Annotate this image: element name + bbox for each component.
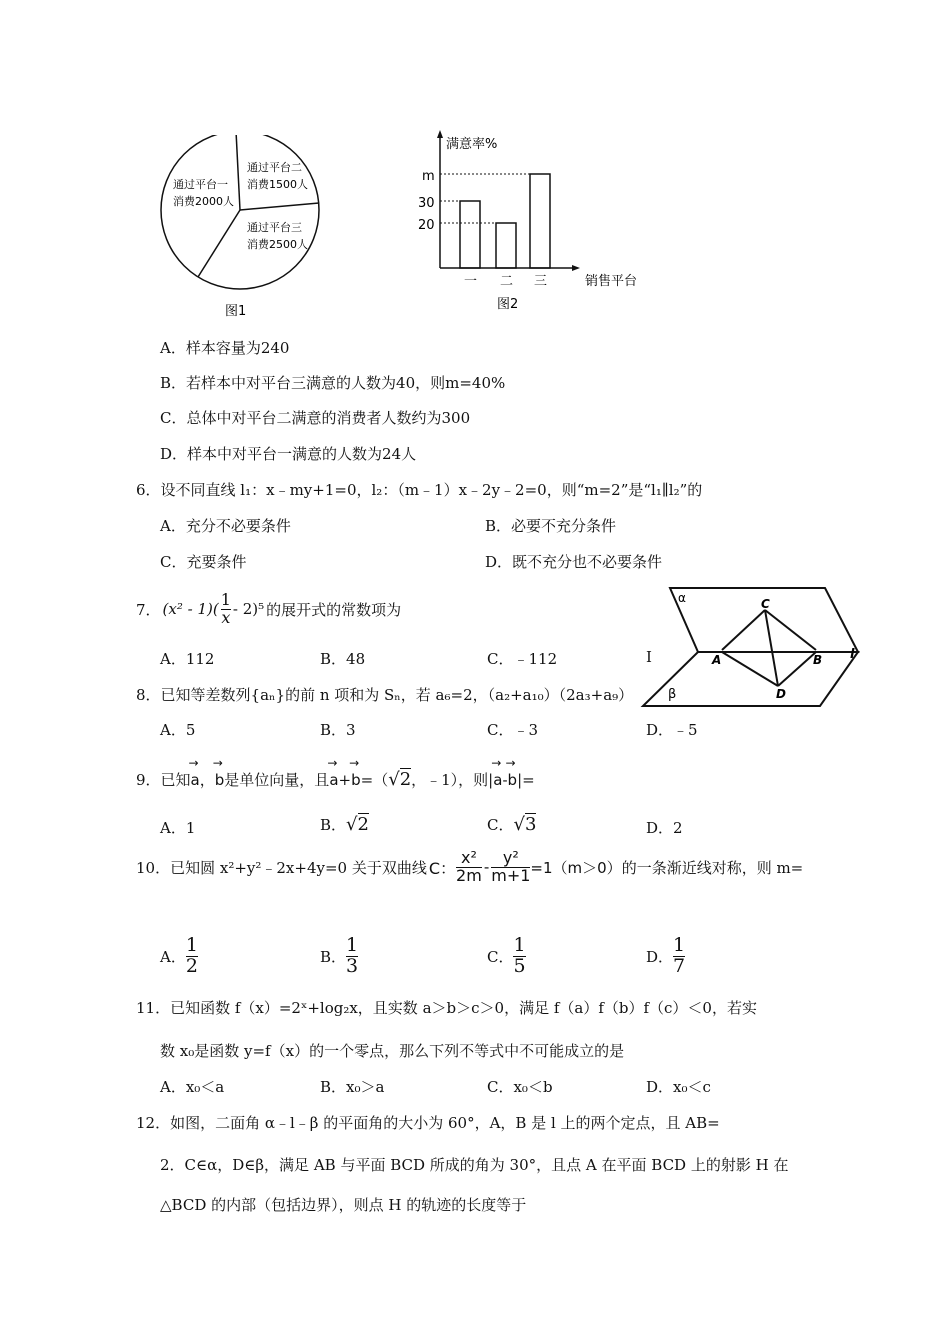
q11-option-d: D．x₀＜c [646, 1078, 711, 1096]
q10-frac-1: $\frac{\text{x²}}{2m}$ [456, 848, 482, 885]
q5-option-a: A．样本容量为240 [160, 339, 290, 357]
slice-1-label-1: 通过平台一 [173, 178, 228, 191]
label-d: D [776, 687, 786, 701]
x-tick-3: 三 [534, 274, 548, 289]
q9-option-d: D．2 [646, 819, 683, 837]
q11-option-a: A．x₀＜a [160, 1078, 225, 1096]
q7-option-b: B．48 [320, 650, 366, 668]
q6-stem: 6．设不同直线 l₁：x﹣my+1=0，l₂：（m﹣1）x﹣2y﹣2=0，则“m=2”是“l₁∥l₂”的 [136, 481, 703, 499]
slice-3-label-2: 消费2500人 [247, 238, 308, 251]
figure-2-caption: 图2 [497, 297, 519, 312]
label-a: A [712, 653, 722, 667]
q10-cond: =1（m＞0） [530, 858, 622, 877]
q9-stem: 9．已知 → a ， → b 是单位向量，且 → a + → b =（ √ 2 ，﹣1），则| → a - → b |= [136, 768, 535, 790]
vector-a-3: → a [493, 771, 502, 789]
q11-option-c: C．x₀＜b [487, 1078, 553, 1096]
q9-option-a: A．1 [160, 819, 196, 837]
q10-text: 10．已知圆 x²+y²﹣2x+4y=0 关于双曲线 [136, 858, 427, 877]
q7-option-a: A．112 [160, 650, 215, 668]
q9-number: 9．已知 [136, 771, 191, 789]
q7-option-d: I [646, 648, 652, 666]
figure-3-dihedral [640, 582, 870, 712]
q8-option-c: C．﹣3 [487, 721, 539, 739]
q10-option-a: A． $\frac{1}{2}$ [160, 934, 198, 977]
q8-option-a: A．5 [160, 721, 196, 739]
q10-option-d: D． $\frac{1}{7}$ [646, 934, 686, 977]
vector-b-3: → b [508, 771, 518, 789]
q9-mid: 是单位向量，且 [224, 771, 330, 789]
q5-option-c: C．总体中对平台二满意的消费者人数约为300 [160, 409, 471, 427]
slice-3-label-1: 通过平台三 [247, 221, 302, 234]
q9-option-c: C．√3 [487, 814, 537, 835]
label-b: B [813, 653, 823, 667]
q6-option-b: B．必要不充分条件 [485, 517, 617, 535]
q7-number: 7． [136, 600, 161, 619]
vector-b: → b [215, 771, 225, 789]
q7-frac-den: x [221, 607, 231, 627]
q9-option-b-value: 2 [357, 814, 369, 835]
q6-option-a: A．充分不必要条件 [160, 517, 291, 535]
label-l: l [850, 647, 855, 662]
q8-stem: 8．已知等差数列{aₙ}的前 n 项和为 Sₙ，若 a₆=2，（a₂+a₁₀）（2a₃+a₉） [136, 686, 634, 704]
q7-frac-num: 1 [220, 590, 231, 609]
vector-b-2: → b [351, 771, 361, 789]
y-axis-label: 满意率% [446, 137, 498, 152]
pie-divider-2 [240, 203, 319, 210]
q12-line-2: 2．C∈α，D∈β，满足 AB 与平面 BCD 所成的角为 30°，且点 A 在平面 BCD 上的射影 H 在 [160, 1156, 789, 1174]
y-tick-30: 30 [418, 196, 435, 211]
pie-divider-1 [236, 135, 240, 210]
label-c: C [761, 597, 770, 611]
y-tick-20: 20 [418, 218, 435, 233]
y-tick-m: m [422, 169, 435, 184]
q11-line-1: 11．已知函数 f（x）=2ˣ+log₂x，且实数 a＞b＞c＞0，满足 f（a）f（b）f（c）＜0，若实 [136, 999, 757, 1017]
q5-option-d: D．样本中对平台一满意的人数为24人 [160, 445, 417, 463]
pie-divider-3 [198, 210, 240, 277]
slice-2-label-2: 消费1500人 [247, 178, 308, 191]
x-axis-label: 销售平台 [585, 274, 638, 289]
label-alpha: α [678, 591, 686, 605]
x-axis-arrow [572, 265, 580, 271]
x-tick-1: 一 [464, 274, 478, 289]
figure-1-pie [160, 135, 330, 325]
q12-line-1: 12．如图，二面角 α﹣l﹣β 的平面角的大小为 60°，A，B 是 l 上的两个定点，且 AB= [136, 1114, 720, 1132]
q9-eq: =（ [360, 771, 389, 789]
q6-option-d: D．既不充分也不必要条件 [485, 553, 663, 571]
q10-option-c: C． $\frac{1}{5}$ [487, 934, 526, 977]
vector-a: → a [191, 771, 200, 789]
q9-sqrt2: 2 [399, 769, 412, 790]
label-beta: β [668, 687, 677, 702]
q9-option-b: B．√2 [320, 814, 369, 835]
q8-option-d: D．﹣5 [646, 721, 698, 739]
q7-expr-right: - 2)⁵ [232, 600, 265, 619]
q8-option-b: B．3 [320, 721, 356, 739]
bar-platform-3 [530, 174, 550, 268]
vector-a-2: → a [329, 771, 338, 789]
q11-line-2: 数 x₀是函数 y=f（x）的一个零点，那么下列不等式中不可能成立的是 [160, 1042, 625, 1060]
q10-frac-2: $\frac{\text{y²}}{m+1}$ [491, 848, 531, 885]
slice-2-label-1: 通过平台二 [247, 161, 302, 174]
q9-minus: - [502, 771, 508, 789]
q10-curve: C： [428, 858, 457, 878]
figure-1-caption: 图1 [225, 304, 247, 319]
q7-stem [136, 592, 401, 627]
bar-platform-2 [496, 223, 516, 268]
bar-platform-1 [460, 201, 480, 268]
q9-tail: ，﹣1），则| [411, 771, 494, 789]
q7-option-c: C．﹣112 [487, 650, 558, 668]
figure-2-bar [410, 128, 660, 318]
pie-outline [161, 135, 319, 289]
q10-option-b: B． $\frac{1}{3}$ [320, 934, 359, 977]
q9-option-c-value: 3 [524, 814, 537, 835]
slice-1-label-2: 消费2000人 [173, 195, 234, 208]
q5-option-b: B．若样本中对平台三满意的人数为40，则m=40% [160, 374, 506, 392]
q7-tail: 的展开式的常数项为 [266, 600, 402, 619]
q6-option-c: C．充要条件 [160, 553, 247, 571]
q7-fraction [221, 592, 231, 627]
q10-tail: 的一条渐近线对称，则 m= [621, 858, 804, 877]
q9-comma: ， [199, 771, 215, 789]
x-tick-2: 二 [500, 274, 514, 289]
q9-end: |= [517, 771, 535, 789]
q10-stem: 10．已知圆 x²+y²﹣2x+4y=0 关于双曲线 C： $\frac{\text{x²}}{2m}$ - $\frac{\text{y²}}{m+1}$ =1（m＞0） 的一条渐近线对称，则 m= [136, 848, 804, 885]
q12-line-3: △BCD 的内部（包括边界），则点 H 的轨迹的长度等于 [160, 1196, 527, 1214]
q11-option-b: B．x₀＞a [320, 1078, 385, 1096]
y-axis-arrow [437, 130, 443, 138]
q7-expr-left: (x² - 1)( [162, 600, 219, 619]
